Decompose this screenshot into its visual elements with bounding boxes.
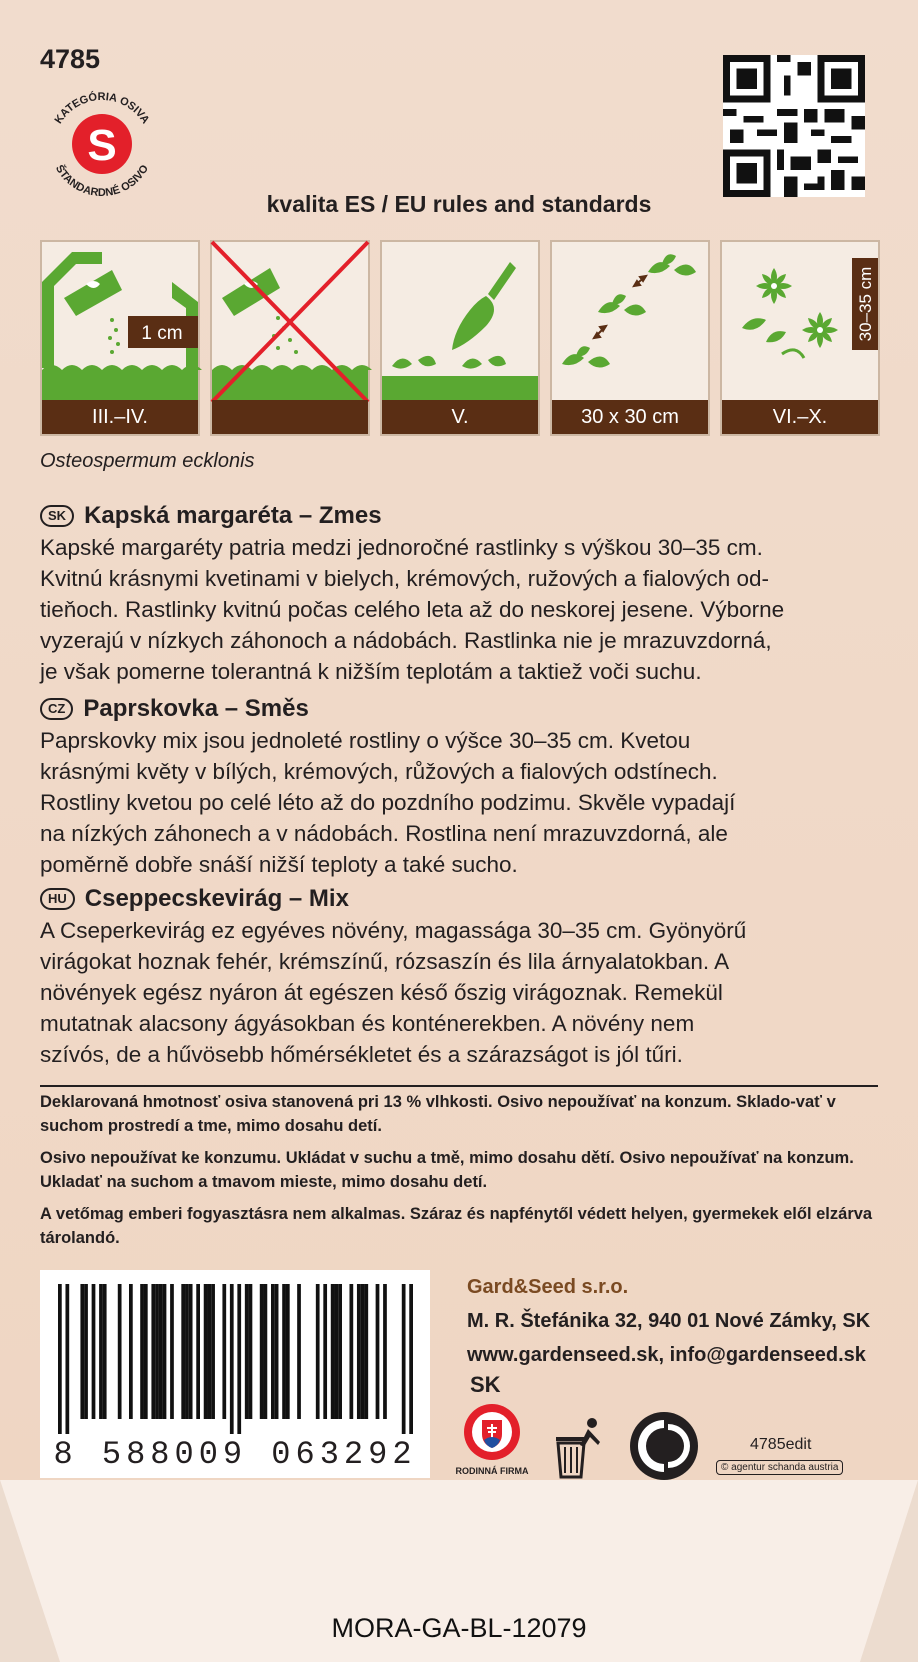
barcode-bar [357, 1284, 361, 1419]
barcode-bar [323, 1284, 327, 1419]
qr-code-icon[interactable] [723, 55, 865, 197]
barcode-bar [297, 1284, 301, 1419]
barcode-bar [237, 1284, 241, 1434]
quality-line: kvalita ES / EU rules and standards [266, 191, 652, 217]
barcode-bar [222, 1284, 226, 1419]
barcode-bar [282, 1284, 286, 1419]
panel-sowing-outdoor [210, 240, 370, 436]
barcode-bar [364, 1284, 368, 1419]
company-address: M. R. Štefánika 32, 940 01 Nové Zámky, SK [467, 1310, 871, 1332]
edit-code: 4785edit [750, 1436, 812, 1453]
panel-label: 30 x 30 cm [552, 400, 708, 434]
barcode-bar [338, 1284, 342, 1419]
barcode-bar [335, 1284, 339, 1419]
barcode-bar [245, 1284, 249, 1419]
barcode-bar [196, 1284, 200, 1419]
badge-ring-top: KATEGÓRIA OSIVA [52, 90, 152, 127]
barcode-bar [129, 1284, 133, 1419]
barcode-bar [376, 1284, 380, 1419]
barcode-bar [316, 1284, 320, 1419]
barcode-bar [84, 1284, 88, 1419]
panel-label: VI.–X. [722, 400, 878, 434]
section-title: Kapská margaréta – Zmes [84, 502, 382, 529]
crossed-sowing-icon [212, 242, 368, 402]
section-text: A Cseperkevirág ez egyéves növény, magassága 30–35 cm. Gyönyörű virágokat hoznak fehér, krémszínű, rózsaszín és lila árnyalatokban. A növények egész nyáron át egészen késő őszig virágoznak. Remekül mutatnak alacsony ágyásokban és konténerekben. A növény nem szívós, de a hűvösebb hőmérsékletet és a szárazságot is jól tűri. [40, 918, 747, 1067]
barcode-bar [260, 1284, 264, 1419]
section-title: Cseppecskevirág – Mix [84, 885, 349, 912]
barcode-bar [275, 1284, 279, 1419]
barcode-bar [402, 1284, 406, 1434]
barcode-bar [65, 1284, 69, 1434]
barcode-bar [155, 1284, 159, 1419]
barcode-bar [207, 1284, 211, 1419]
trowel-icon [382, 242, 538, 402]
barcode-bar [118, 1284, 122, 1419]
barcode-bar [58, 1284, 62, 1434]
barcode-bar [361, 1284, 365, 1419]
panel-label [212, 400, 368, 434]
sowing-depth: 1 cm [141, 323, 183, 344]
barcode-bar [189, 1284, 193, 1419]
barcode-bar [170, 1284, 174, 1419]
notice-sk: Deklarovaná hmotnosť osiva stanovená pri 13 % vlhkosti. Osivo nepoužívať na konzum. Sklado-vať v suchom prostredí a tme, mimo dosahu detí. [40, 1093, 836, 1135]
barcode-bar [92, 1284, 96, 1419]
section-sk [40, 500, 890, 687]
section-title: Paprskovka – Směs [83, 695, 309, 722]
divider [40, 1085, 878, 1087]
panel-spacing [550, 240, 710, 436]
sk-flag-icon [455, 1402, 529, 1488]
barcode-bar [211, 1284, 215, 1419]
barcode-bar [140, 1284, 144, 1419]
lang-badge: HU [40, 888, 75, 910]
bottom-code: MORA-GA-BL-12079 [331, 1613, 587, 1643]
barcode-bar [271, 1284, 275, 1419]
barcode-number: 8 588009 063292 [53, 1436, 417, 1473]
barcode-bar [409, 1284, 413, 1434]
green-dot-icon [628, 1410, 700, 1482]
spacing-plants-icon [552, 242, 708, 402]
company-info [467, 1270, 870, 1372]
section-text: Kapské margaréty patria medzi jednoročné rastlinky s výškou 30–35 cm. Kvitnú krásnymi kvetinami v bielych, krémových, ružových a fialových od- tieňoch. Rastlinky kvitnú počas celého leta až do neskorej jesene. Výborne vyzerajú v nízkych záhonoch a nádobách. Rastlinka nie je mrazuvzdorná, je však pomerne tolerantná k nižším teplotám a taktiež voči suchu. [40, 535, 785, 684]
agency-mark: © agentur schanda austria [716, 1460, 843, 1475]
notice-cz-sk: Osivo nepoužívat ke konzumu. Ukládat v suchu a tmě, mimo dosahu dětí. Osivo nepoužívať na konzum. Ukladať na suchom a tmavom mieste, mimo dosahu detí. [40, 1149, 854, 1191]
barcode-bar [144, 1284, 148, 1419]
company-name: Gard&Seed s.r.o. [467, 1276, 629, 1298]
barcode-bar [204, 1284, 208, 1419]
barcode-bar [181, 1284, 185, 1419]
bin-icon [550, 1413, 610, 1479]
plant-height: 30–35 cm [856, 266, 875, 342]
barcode-bar [349, 1284, 353, 1419]
panel-label: III.–IV. [42, 400, 198, 434]
panel-flowering [720, 240, 880, 436]
flower-height-icon [722, 242, 878, 402]
lang-badge: CZ [40, 698, 73, 720]
section-cz [40, 693, 890, 880]
barcode-bar [264, 1284, 268, 1419]
product-code: 4785 [40, 44, 101, 74]
latin-name: Osteospermum ecklonis [40, 450, 255, 472]
barcode-bar [159, 1284, 163, 1419]
section-text: Paprskovky mix jsou jednoleté rostliny o výšce 30–35 cm. Kvetou krásnými květy v bílých, krémových, růžových a fialových odstínech. Rostliny kvetou po celé léto až do pozdního podzimu. Skvěle vypadají na nízkých záhonech a v nádobách. Rostlina není mrazuvzdorná, ale poměrně dobře snáší nižší teploty a také sucho. [40, 728, 736, 877]
lang-badge: SK [40, 505, 74, 527]
section-hu [40, 883, 890, 1070]
company-contact[interactable]: www.gardenseed.sk, info@gardenseed.sk [467, 1344, 866, 1366]
barcode-bars [58, 1284, 413, 1434]
barcode-bar [103, 1284, 107, 1419]
barcode-bar [185, 1284, 189, 1419]
panel-sowing-indoor [40, 240, 200, 436]
barcode-bar [80, 1284, 84, 1419]
panel-planting [380, 240, 540, 436]
barcode-bar [230, 1284, 234, 1434]
barcode-bar [249, 1284, 253, 1419]
barcode-bar [331, 1284, 335, 1419]
panel-label: V. [382, 400, 538, 434]
barcode-bar [163, 1284, 167, 1419]
sowing-panels [40, 240, 880, 436]
barcode-bar [151, 1284, 155, 1419]
barcode-bar [383, 1284, 387, 1419]
greenhouse-icon [42, 242, 198, 402]
barcode-bar [286, 1284, 290, 1419]
badge-ring-bottom: ŠTANDARDNÉ OSIVO [52, 162, 152, 200]
country-code: SK [470, 1372, 501, 1397]
notice-hu: A vetőmag emberi fogyasztásra nem alkalmas. Száraz és napfénytől védett helyen, gyermekek elől elzárva tárolandó. [40, 1205, 873, 1247]
barcode [40, 1270, 430, 1478]
badge-letter: S [87, 121, 117, 170]
rodinna-label: RODINNÁ FIRMA [455, 1466, 529, 1476]
barcode-bar [99, 1284, 103, 1419]
